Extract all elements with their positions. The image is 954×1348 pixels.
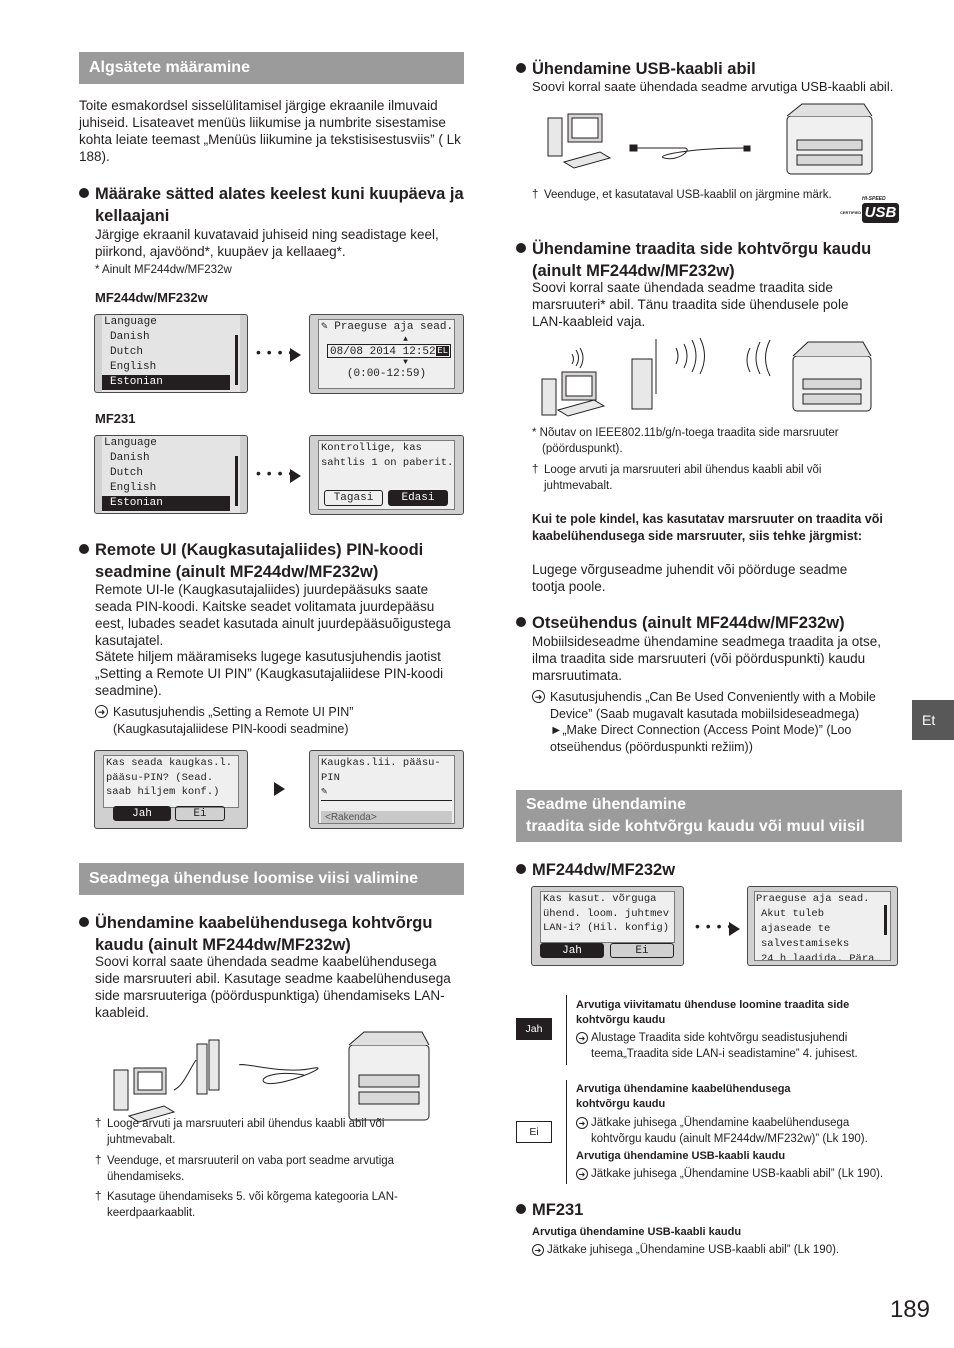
choice-no-badge: Ei <box>516 1121 552 1143</box>
bullet-icon <box>516 1204 526 1214</box>
model-label-mf244: MF244dw/MF232w <box>95 290 208 305</box>
mf231-reference: ➜ Jätkake juhisega „Ühendamine USB-kaabli abil” (Lk 190). <box>532 1243 892 1259</box>
dagger-mark: † <box>95 1118 102 1130</box>
lcd-time-value: 08/08 2014 12:52 EL <box>327 344 451 358</box>
down-icon: ▼ <box>403 357 408 367</box>
reference-direct: ➜ Kasutusjuhendis „Can Be Used Conveniently with a Mobile Device” (Saab mugavalt kasutada mobiilsideseadmega) ►„Make Direct Connection (Access Point Mode)” (Loo otseühendus (pöörduspunkti režiim)) <box>532 689 892 755</box>
next-button: Edasi <box>388 490 448 506</box>
lcd-battery-info <box>747 886 898 966</box>
reference-arrow-icon: ➜ <box>532 1244 544 1256</box>
reference-arrow-icon: ➜ <box>532 690 545 703</box>
lcd-title: ✎ Praeguse aja sead. <box>321 321 454 333</box>
footnote-wireless: * Nõutav on IEEE802.11b/g/n-toega traadita side marsruuter (pöörduspunkt). <box>532 427 839 455</box>
back-button: Tagasi <box>324 490 383 506</box>
choice-yes-badge: Jah <box>516 1018 552 1040</box>
yes-branch-title: Arvutiga viivitamatu ühenduse loomine traadita side kohtvõrgu kaudu <box>576 999 850 1026</box>
lcd-time-setting <box>309 314 464 394</box>
usb-connection-illustration <box>544 100 889 180</box>
bullet-icon <box>516 243 526 253</box>
usb-logo-hispeed: HI-SPEED <box>862 196 886 202</box>
setup-icon: ✎ <box>321 786 328 798</box>
lcd-item-selected: Estonian <box>102 496 230 511</box>
reference-arrow-icon: ➜ <box>95 705 108 718</box>
paragraph-direct: Mobiilsideseadme ühendamine seadmega traadita ja otse, ilma traadita side marsruuteri (või pöörduspunkti) kaudu marsruutimata. <box>532 634 881 683</box>
heading-wired-lan: Ühendamine kaabelühendusega kohtvõrgu kaudu (ainult MF244dw/MF232w) <box>79 912 485 956</box>
usb-logo-main: USB <box>862 203 899 223</box>
lcd-title: Praeguse aja sead. <box>756 893 870 905</box>
note-wired-3: † Kasutage ühendamiseks 5. või kõrgema kategooria LAN-keerdpaarkaablit. <box>95 1191 398 1219</box>
heading-remote-ui-pin: Remote UI (Kaugkasutajaliides) PIN-koodi seadmine (ainult MF244dw/MF232w) <box>79 539 485 583</box>
note-wireless: † Looge arvuti ja marsruuteri abil ühendus kaabli abil või juhtmevabalt. <box>532 464 822 492</box>
intro-paragraph: Toite esmakordsel sisselülitamisel järgige ekraanile ilmuvaid juhiseid. Lisateavet menüüs liikumise ja numbrite sisestamise kohta leiate teemast „Menüüs liikumine ja tekstisisestusviis” ( Lk 188). <box>79 98 461 164</box>
reference-arrow-icon: ➜ <box>576 1117 588 1129</box>
paragraph-wired: Soovi korral saate ühendada seadme kaabelühendusega side marsruuteri abil. Kasutage seadme kaabelühendusega side marsruuteriga (pöörduspunktiga) ühendamiseks LAN-kaableid. <box>95 954 451 1020</box>
dagger-mark: † <box>95 1155 102 1167</box>
lcd-header: Language <box>104 316 157 328</box>
lcd-text: Akut tuleb <box>761 907 825 920</box>
lcd-title: Kaugkas.lii. pääsu-PIN <box>321 757 441 784</box>
arrow-dots: • • • • <box>256 465 295 481</box>
paragraph-language: Järgige ekraanil kuvatavaid juhiseid ning seadistage keel, piirkond, ajavöönd*, kuupäev ja kellaaeg*. <box>95 227 439 259</box>
mf231-title: Arvutiga ühendamine USB-kaabli kaudu <box>532 1226 742 1238</box>
paragraph-wireless: Soovi korral saate ühendada seadme traadita side marsruuteri* abil. Tänu traadita side ühendusele pole LAN-kaableid vaja. <box>532 280 849 329</box>
heading-mf244: MF244dw/MF232w <box>516 859 832 881</box>
lcd-text: salvestamiseks <box>761 937 850 950</box>
language-side-tab: Et <box>912 700 954 740</box>
arrow-dots: • • • • <box>695 918 734 934</box>
model-label-mf231: MF231 <box>95 411 136 426</box>
bullet-icon <box>79 188 89 198</box>
scrollbar <box>235 456 238 506</box>
lcd-text: pääsu-PIN? (Sead. <box>106 771 214 784</box>
lcd-item: Danish <box>110 451 150 464</box>
lcd-item: Danish <box>110 330 150 343</box>
arrow-right-icon <box>729 922 740 936</box>
lcd-text: LAN-i? (Hil. konfig) <box>543 922 670 934</box>
dagger-mark: † <box>95 1191 102 1203</box>
lcd-text: Kontrollige, kas <box>321 442 422 454</box>
no-branch-reference-2: ➜ Jätkake juhisega „Ühendamine USB-kaabli abil” (Lk 190). <box>576 1167 906 1183</box>
heading-direct-connection: Otseühendus (ainult MF244dw/MF232w) <box>516 612 922 634</box>
setup-icon: ✎ <box>321 321 335 333</box>
footnote-models: * Ainult MF244dw/MF232w <box>95 264 232 276</box>
region-badge: EL <box>437 345 448 356</box>
note-usb: † Veenduge, et kasutataval USB-kaablil on järgmine märk. <box>532 188 834 204</box>
lcd-text: 24 h laadida. Pära… <box>761 952 881 961</box>
no-branch-reference-1: ➜ Jätkake juhisega „Ühendamine kaabelühendusega kohtvõrgu kaudu (ainult MF244dw/MF232w)” (Lk 190). <box>576 1116 896 1147</box>
lcd-item-selected: Estonian <box>102 375 230 390</box>
bullet-icon <box>516 864 526 874</box>
lcd-header: Language <box>104 437 157 449</box>
up-icon: ▲ <box>403 334 408 344</box>
lcd-connection-prompt <box>531 886 684 966</box>
no-branch-title-1: Arvutiga ühendamine kaabelühendusega kohtvõrgu kaudu <box>576 1083 791 1110</box>
lcd-item: English <box>110 481 157 494</box>
lcd-pin-prompt <box>94 750 248 829</box>
scrollbar <box>884 905 887 935</box>
paragraph-pin: Remote UI-le (Kaugkasutajaliides) juurdepääsuks saate seada PIN-koodi. Kaitske seadet volitamata juurdepääsu eest, lubades seadet kasutada ainult juurdepääsuõigustega kasutajatel. <box>95 582 451 648</box>
lcd-language-menu <box>94 435 248 514</box>
paragraph-unsure: Lugege võrguseadme juhendit või pöörduge seadme tootja poole. <box>532 562 848 594</box>
lcd-item: Dutch <box>110 345 144 358</box>
yes-button: Jah <box>540 943 604 958</box>
lcd-text: Kas kasut. võrguga <box>543 893 657 905</box>
bold-unsure-router: Kui te pole kindel, kas kasutatav marsruuter on traadita või kaabelühendusega side marsruuter, siis tehke järgmist: <box>532 512 883 543</box>
note-wired-2: † Veenduge, et marsruuteril on vaba port seadme arvutiga ühendamiseks. <box>95 1155 395 1183</box>
dagger-mark: † <box>532 189 539 201</box>
section-title-connection-method: Seadmega ühenduse loomise viisi valimine <box>79 863 464 895</box>
lcd-text: saab hiljem konf.) <box>106 786 220 798</box>
heading-wireless-lan: Ühendamine traadita side kohtvõrgu kaudu (ainult MF244dw/MF232w) <box>516 238 922 282</box>
wireless-connection-illustration <box>538 334 883 419</box>
lcd-item: Dutch <box>110 466 144 479</box>
dagger-mark: † <box>532 464 539 476</box>
arrow-right-icon <box>274 782 285 796</box>
bullet-icon <box>516 63 526 73</box>
heading-usb: Ühendamine USB-kaabli abil <box>516 58 917 80</box>
usb-certified-logo <box>840 196 900 226</box>
lcd-text: Kas seada kaugkas.l. <box>106 757 233 769</box>
page-number: 189 <box>889 1296 930 1323</box>
paragraph-pin-later: Sätete hiljem määramiseks lugege kasutusjuhendis jaotist „Setting a Remote UI PIN” (Kaugkasutajaliidese PIN-koodi seadmine). <box>95 649 444 698</box>
lcd-range: (0:00-12:59) <box>346 367 427 380</box>
lcd-paper-check <box>309 435 464 515</box>
branch-line <box>566 1080 567 1184</box>
reference-arrow-icon: ➜ <box>576 1032 588 1044</box>
yes-branch-reference: ➜ Alustage Traadita side kohtvõrgu seadistusjuhendi teema„Traadita side LAN-i seadistamine” 4. juhisest. <box>576 1031 876 1062</box>
arrow-right-icon <box>290 469 301 483</box>
no-branch-title-2: Arvutiga ühendamine USB-kaabli kaudu <box>576 1150 786 1162</box>
paragraph-usb: Soovi korral saate ühendada seadme arvutiga USB-kaabli abil. <box>532 79 894 94</box>
section-title-connect-device: Seadme ühendamine traadita side kohtvõrgu kaudu või muul viisil <box>516 790 902 842</box>
lcd-pin-entry <box>309 750 464 829</box>
bullet-icon <box>79 917 89 927</box>
heading-mf231: MF231 <box>516 1199 732 1221</box>
section-title-initial-settings: Algsätete määramine <box>79 52 464 84</box>
branch-line <box>566 995 567 1065</box>
yes-button: Jah <box>113 806 171 821</box>
apply-field: <Rakenda> <box>321 811 452 825</box>
scrollbar <box>235 335 238 385</box>
no-button: Ei <box>610 943 674 958</box>
bullet-icon <box>79 544 89 554</box>
lcd-language-menu <box>94 314 248 393</box>
reference-arrow-icon: ➜ <box>576 1168 588 1180</box>
reference-pin: ➜ Kasutusjuhendis „Setting a Remote UI PIN” (Kaugkasutajaliidese PIN-koodi seadmine) <box>95 704 455 737</box>
heading-language-date: Määrake sätted alates keelest kuni kuupäeva ja kellaajani <box>79 183 485 227</box>
bullet-icon <box>516 617 526 627</box>
lcd-item: English <box>110 360 157 373</box>
no-button: Ei <box>175 806 225 821</box>
arrow-right-icon <box>290 348 301 362</box>
lcd-text: ajaseade te <box>761 922 831 935</box>
arrow-dots: • • • • <box>256 344 295 360</box>
lcd-text: ühend. loom. juhtmev <box>543 907 670 920</box>
usb-logo-certified: CERTIFIED <box>840 210 862 215</box>
lcd-text: sahtlis 1 on paberit. <box>321 456 454 469</box>
note-wired-1: † Looge arvuti ja marsruuteri abil ühendus kaabli abil või juhtmevabalt. <box>95 1118 385 1146</box>
